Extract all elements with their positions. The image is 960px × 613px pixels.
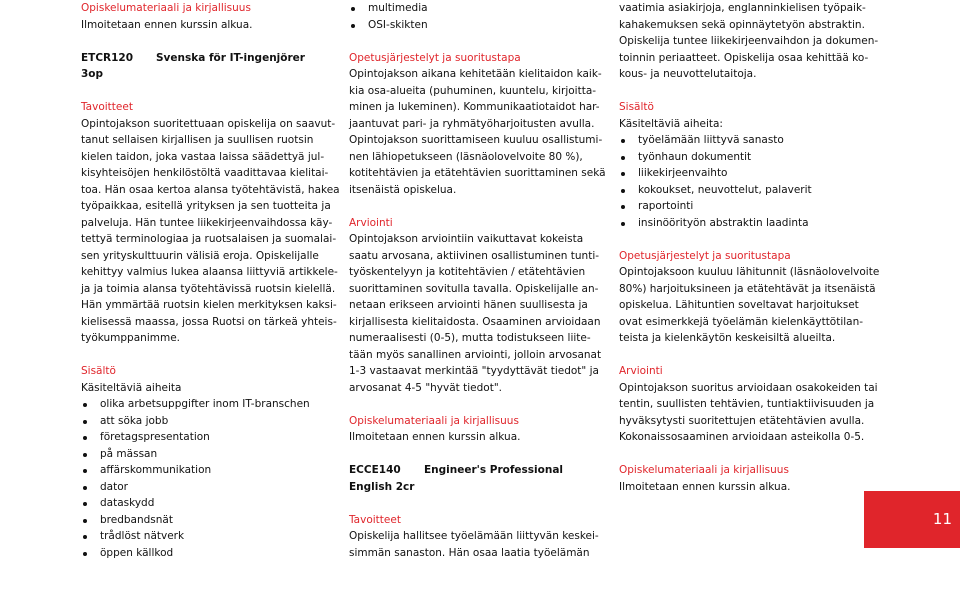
org-heading: Opetusjärjestelyt ja suoritustapa	[349, 51, 521, 64]
list-item: insinöörityön abstraktin laadinta	[619, 215, 857, 232]
course-code: ECCE140	[349, 464, 401, 476]
list-item: olika arbetsuppgifter inom IT-branschen	[81, 396, 313, 413]
course-credits: 3op	[81, 68, 104, 80]
material-text: Ilmoitetaan ennen kurssin alkua.	[619, 480, 791, 493]
objectives-heading: Tavoitteet	[81, 101, 133, 113]
course-title: Engineer's Professional	[424, 464, 564, 476]
course-header	[349, 462, 583, 479]
top-list	[349, 0, 583, 33]
list-item: OSI-skikten	[349, 17, 583, 34]
material-text: Ilmoitetaan ennen kurssin alkua.	[349, 431, 521, 443]
column-1	[81, 0, 340, 561]
list-item: öppen källkod	[81, 545, 313, 562]
list-item: affärskommunikation	[81, 462, 313, 479]
org-text: Opintojaksoon kuuluu lähitunnit (läsnäolovelvoite 80%) harjoituksineen ja etätehtävät ja itsenäistä opiskelua. Lähituntien soveltavat harjoitukset ovat esimerkkejä työelämän kielenkäyttötilan- teista ja kielenkäytön keskeisiltä alueilta.	[619, 266, 880, 344]
material-heading: Opiskelumateriaali ja kirjallisuus	[81, 2, 251, 14]
list-item: bredbandsnät	[81, 512, 313, 529]
material-heading: Opiskelumateriaali ja kirjallisuus	[619, 464, 789, 476]
content-intro: Käsiteltäviä aiheita	[81, 381, 182, 394]
course-header	[81, 50, 313, 67]
course-code: ETCR120	[81, 51, 134, 64]
list-item: trådlöst nätverk	[81, 528, 313, 545]
list-item: kokoukset, neuvottelut, palaverit	[619, 182, 857, 199]
content-intro: Käsiteltäviä aiheita:	[619, 117, 723, 130]
assessment-heading: Arviointi	[349, 216, 393, 229]
list-item: työelämään liittyvä sanasto	[619, 132, 857, 149]
column-2	[349, 0, 606, 561]
material-text: Ilmoitetaan ennen kurssin alkua.	[81, 18, 253, 31]
list-item: på mässan	[81, 446, 313, 463]
objectives-continued: vaatimia asiakirjoja, englanninkielisen työpaik- kahakemuksen sekä opinnäytetyön abstraktin. Opiskelija tuntee liikekirjeenvaihdon ja dokumen- toinnin periaatteet. Opiskelija osaa kehittää ko- kous- ja neuvottelutaitoja.	[619, 2, 879, 80]
list-item: multimedia	[349, 0, 583, 17]
list-item: työnhaun dokumentit	[619, 149, 857, 166]
assessment-text: Opintojakson suoritus arvioidaan osakokeiden tai tentin, suullisten tehtävien, tuntiaktiivisuuden ja hyväksytysti suoritettujen etätehtävien avulla. Kokonaissosaaminen arvioidaan asteikolla 0-5.	[619, 381, 878, 443]
org-text: Opintojakson aikana kehitetään kielitaidon kaik- kia osa-alueita (puhuminen, kuuntelu, kirjoitta- minen ja lukeminen). Kommunikaatiotaidot har- jaantuvat pari- ja ryhmätyöharjoitusten avulla. Opintojakson suorittamiseen kuuluu osallistumi- nen lähiopetukseen (läsnäolovelvoite 80 %), kotitehtävien ja etätehtävien suorittaminen sekä itsenäistä opiskelua.	[349, 68, 606, 196]
page-number: 11	[864, 491, 960, 548]
list-item: företagspresentation	[81, 429, 313, 446]
course-title: Svenska för IT-ingenjörer	[156, 51, 305, 64]
objectives-heading: Tavoitteet	[349, 513, 401, 526]
list-item: dataskydd	[81, 495, 313, 512]
list-item: liikekirjeenvaihto	[619, 165, 857, 182]
content-list	[81, 396, 313, 561]
content-heading: Sisältö	[619, 101, 654, 113]
list-item: att söka jobb	[81, 413, 313, 430]
list-item: raportointi	[619, 198, 857, 215]
content-heading: Sisältö	[81, 365, 116, 377]
assessment-text: Opintojakson arviointiin vaikuttavat kokeista saatu arvosana, aktiivinen osallistuminen tunti- työskentelyyn ja kotitehtävien / etätehtävien suorittaminen sovitulla tavalla. Opiskelijalle an- netaan erikseen arviointi hänen suullisesta ja kirjallisesta kielitaidosta. Osaaminen arvioidaan numeraalisesti (0-5), mutta todistukseen liite- tään myös sanallinen arviointi, jolloin arvosanat 1-3 vastaavat merkintää "tyydyttävät tiedot" ja arvosanat 4-5 "hyvät tiedot".	[349, 233, 602, 394]
column-3	[619, 0, 880, 495]
content-list	[619, 132, 857, 231]
material-heading: Opiskelumateriaali ja kirjallisuus	[349, 414, 519, 427]
org-heading: Opetusjärjestelyt ja suoritustapa	[619, 249, 791, 262]
list-item: dator	[81, 479, 313, 496]
assessment-heading: Arviointi	[619, 365, 663, 377]
objectives-text: Opintojakson suoritettuaan opiskelija on saavut- tanut sellaisen kirjallisen ja suullisen ruotsin kielen taidon, joka vastaa laissa säädettyä jul- kisyhteisöjen henkilöstöltä vaadittavaa kielitai- toa. Hän osaa kertoa alansa työtehtävistä, hakea työpaikkaa, esitellä yrityksen ja sen tuotteita ja palveluja. Hän tuntee liikekirjeenvaihdossa käy- tettyä terminologiaa ja ruotsalaisen ja suomalai- sen yrityskulttuurin välisiä eroja. Opiskelijalle kehittyy valmius lukea alaansa liittyviä artikkele- ja ja toimia alansa työtehtävissä ruotsin kielellä. Hän ymmärtää ruotsin kielen merkityksen kaksi- kielisessä maassa, jossa Ruotsi on tärkeä yhteis- työkumppanimme.	[81, 117, 340, 344]
objectives-text: Opiskelija hallitsee työelämään liittyvän keskei- simmän sanaston. Hän osaa laatia työelämän	[349, 530, 599, 559]
course-credits: English 2cr	[349, 480, 415, 493]
